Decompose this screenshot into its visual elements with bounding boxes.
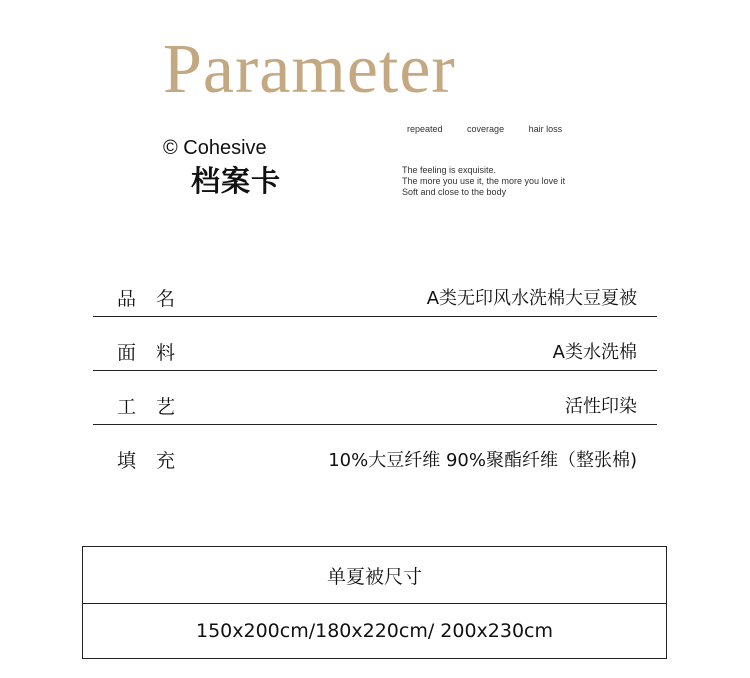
spec-label: 面料: [117, 342, 196, 364]
spec-row-name: [93, 272, 657, 317]
spec-label: 品名: [117, 288, 196, 310]
spec-table: [93, 272, 657, 487]
spec-row-craft: [93, 380, 657, 425]
spec-label: 填充: [117, 450, 196, 472]
page-title: Parameter: [163, 31, 456, 108]
card-title: 档案卡: [191, 164, 282, 198]
size-box: [82, 546, 667, 659]
spec-row-filling: [93, 434, 657, 478]
slogan-line: The feeling is exquisite.: [402, 165, 497, 175]
brand-name: © Cohesive: [163, 137, 267, 159]
spec-row-fabric: [93, 326, 657, 371]
spec-value: 活性印染: [565, 396, 637, 417]
size-values: 150x200cm/180x220cm/ 200x230cm: [195, 620, 554, 642]
spec-label: 工艺: [117, 396, 196, 418]
slogan-line: The more you use it, the more you love it: [402, 176, 566, 186]
tag-list: [407, 124, 584, 134]
spec-value: 10%大豆纤维 90%聚酯纤维（整张棉): [328, 450, 637, 471]
tag-item: coverage: [467, 124, 505, 134]
spec-value: A类无印风水洗棉大豆夏被: [426, 288, 637, 309]
slogan-text: [402, 165, 565, 198]
tag-item: hair loss: [528, 124, 563, 134]
tag-item: repeated: [407, 124, 443, 134]
spec-value: A类水洗棉: [552, 342, 637, 363]
slogan-line: Soft and close to the body: [402, 187, 507, 197]
size-heading: 单夏被尺寸: [83, 547, 666, 604]
